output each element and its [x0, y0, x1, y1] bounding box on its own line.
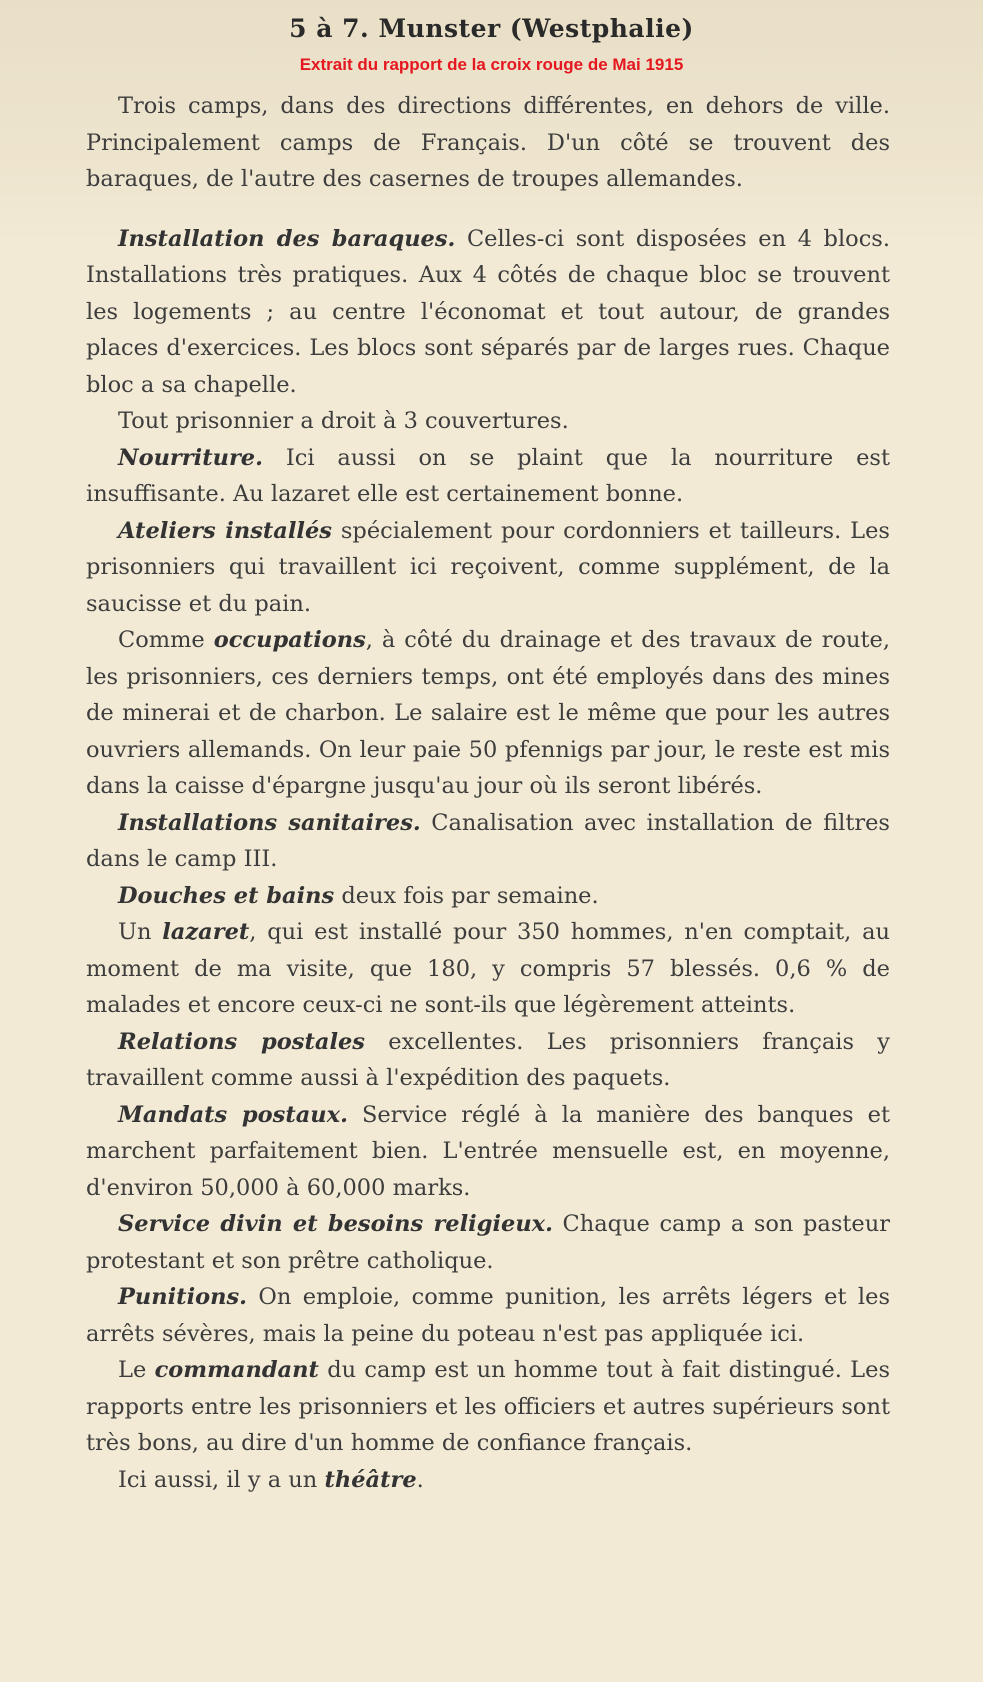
- paragraph: [86, 1097, 890, 1207]
- paragraph-heading: Mandats postaux.: [118, 1101, 348, 1128]
- paragraph-text: .: [416, 1466, 424, 1493]
- paragraph-heading: Relations postales: [118, 1028, 365, 1055]
- paragraph: [86, 1279, 890, 1352]
- paragraph: [86, 1462, 890, 1499]
- paragraph-heading: Installation des baraques.: [118, 225, 456, 252]
- paragraph: [86, 440, 890, 513]
- page-subtitle: Extrait du rapport de la croix rouge de Mai 1915: [299, 55, 684, 74]
- paragraph-text: On emploie, comme punition, les arrêts légers et les arrêts sévères, mais la peine du poteau n'est pas appliquée ici.: [86, 1284, 890, 1347]
- document-body: [86, 88, 890, 1498]
- paragraph-heading: Service divin et besoins religieux.: [118, 1211, 553, 1237]
- paragraph-text: spécialement pour cordonniers et tailleurs. Les prisonniers qui travaillent ici reçoivent, comme supplément, de la saucisse et du pain.: [86, 517, 890, 617]
- paragraph: [86, 805, 890, 878]
- paragraph-text: Ici aussi, il y a un: [118, 1466, 325, 1493]
- paragraph: [86, 221, 890, 404]
- paragraph-heading: théâtre: [324, 1466, 417, 1493]
- paragraph: [86, 914, 890, 1024]
- paragraph: [86, 1024, 890, 1097]
- paragraph-heading: Punitions.: [118, 1284, 247, 1310]
- paragraph-text: deux fois par semaine.: [334, 882, 599, 909]
- paragraph-text: Un: [118, 919, 163, 945]
- paragraph-text: Chaque camp a son pasteur protestant et son prêtre catholique.: [86, 1211, 890, 1274]
- paragraph: [86, 622, 890, 805]
- paragraph: [86, 1352, 890, 1462]
- paragraph-heading: Installations sanitaires.: [118, 809, 421, 836]
- paragraph-text: Comme: [118, 627, 214, 653]
- paragraph-text: Celles-ci sont disposées en 4 blocs. Installations très pratiques. Aux 4 côtés de chaque bloc se trouvent les logements ; au centre l'économat et tout autour, de grandes places d'exercices. Les blocs sont séparés par de larges rues. Chaque bloc a sa chapelle.: [86, 225, 890, 398]
- paragraph-text: du camp est un homme tout à fait distingué. Les rapports entre les prisonniers et les officiers et autres supérieurs sont très bons, au dire d'un homme de confiance français.: [86, 1357, 890, 1456]
- paragraph: [86, 513, 890, 623]
- page-title: 5 à 7. Munster (Westphalie): [289, 14, 694, 43]
- paragraph-heading: Nourriture.: [118, 444, 263, 471]
- paragraph: [86, 88, 890, 198]
- paragraph-heading: Ateliers installés: [118, 517, 332, 544]
- paragraph-text: excellentes. Les prisonniers français y travaillent comme aussi à l'expédition des paquets.: [86, 1028, 890, 1091]
- paragraph-text: , qui est installé pour 350 hommes, n'en comptait, au moment de ma visite, que 180, y compris 57 blessés. 0,6 % de malades et encore ceux-ci ne sont-ils que légèrement atteints.: [86, 919, 890, 1018]
- paragraph-heading: lazaret: [162, 919, 250, 945]
- paragraph-text: Ici aussi on se plaint que la nourriture est insuffisante. Au lazaret elle est certainement bonne.: [86, 444, 890, 507]
- paragraph: [86, 403, 890, 440]
- paragraph-text: Le: [118, 1357, 155, 1383]
- paragraph-text: Canalisation avec installation de filtres dans le camp III.: [86, 809, 890, 872]
- paragraph: [86, 878, 890, 915]
- paragraph-text: , à côté du drainage et des travaux de route, les prisonniers, ces derniers temps, ont été employés dans des mines de minerai et de charbon. Le salaire est le même que pour les autres ouvriers allemands. On leur paie 50 pfennigs par jour, le reste est mis dans la caisse d'épargne jusqu'au jour où ils seront libérés.: [86, 627, 890, 799]
- paragraph-text: Service réglé à la manière des banques et marchent parfaitement bien. L'entrée mensuelle est, en moyenne, d'environ 50,000 à 60,000 marks.: [86, 1101, 890, 1201]
- paragraph-heading: Douches et bains: [118, 882, 335, 909]
- paragraph-text: Tout prisonnier a droit à 3 couvertures.: [118, 408, 569, 434]
- paragraph: [86, 1206, 890, 1279]
- paragraph-heading: occupations: [213, 627, 366, 653]
- paragraph-heading: commandant: [154, 1357, 319, 1383]
- paragraph-text: Trois camps, dans des directions différentes, en dehors de ville. Principalement camps de Français. D'un côté se trouvent des baraques, de l'autre des casernes de troupes allemandes.: [86, 93, 890, 192]
